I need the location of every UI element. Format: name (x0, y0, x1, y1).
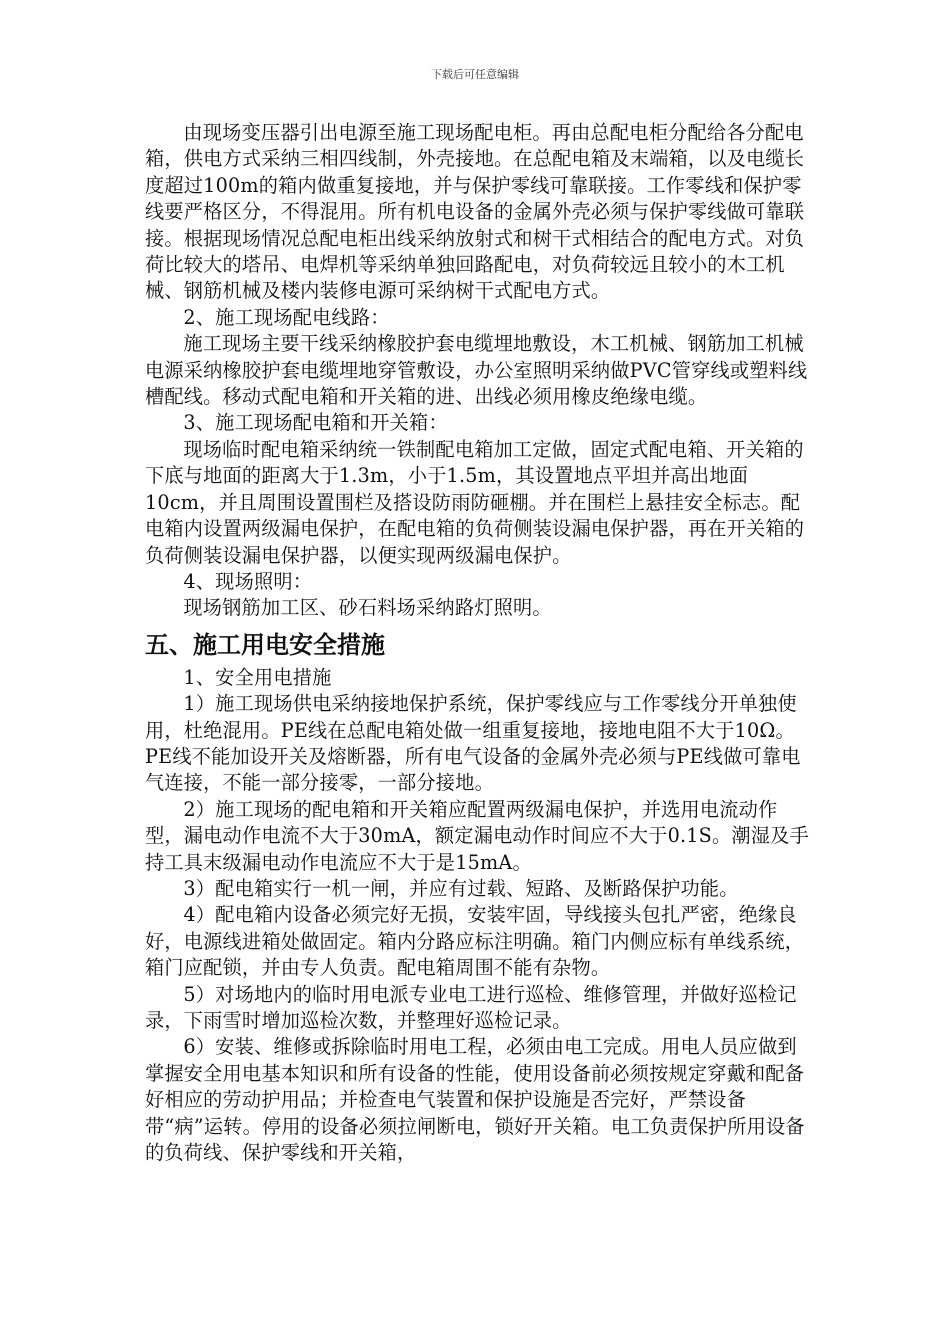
paragraph-item-3: 3）配电箱实行一机一闸，并应有过载、短路、及断路保护功能。 (183, 876, 739, 900)
section-heading: 五、施工用电安全措施 (145, 630, 385, 659)
paragraph-distribution-lines: 施工现场主要干线采纳橡胶护套电缆埋地敷设，木工机械、钢筋加工机械电源采纳橡胶护套电缆埋地穿管敷设，办公室照明采纳做PVC管穿线或塑料线槽配线。移动式配电箱和开关箱的进、出线必须用橡皮绝缘电缆。 (145, 332, 808, 409)
subheading-site-lighting: 4、现场照明： (183, 569, 313, 593)
paragraph-item-6: 6）安装、维修或拆除临时用电工程，必须由电工完成。用电人员应做到掌握安全用电基本知识和所有设备的性能，使用设备前必须按规定穿戴和配备好相应的劳动护用品；并检查电气装置和保护设施是否完好，严禁设备带“病”运转。停用的设备必须拉闸断电，锁好开关箱。电工负责保护所用设备的负荷线、保护零线和开关箱， (145, 1035, 805, 1165)
paragraph-distribution-boxes: 现场临时配电箱采纳统一铁制配电箱加工定做，固定式配电箱、开关箱的下底与地面的距离大于1.3m，小于1.5m，其设置地点平坦并高出地面10cm，并且周围设置围栏及搭设防雨防砸棚。并在围栏上悬挂安全标志。配电箱内设置两级漏电保护，在配电箱的负荷侧装设漏电保护器，再在开关箱的负荷侧装设漏电保护器，以便实现两级漏电保护。 (145, 437, 805, 567)
subheading-distribution-boxes: 3、施工现场配电箱和开关箱： (183, 411, 448, 435)
paragraph-power-source: 由现场变压器引出电源至施工现场配电柜。再由总配电柜分配给各分配电箱，供电方式采纳三相四线制，外壳接地。在总配电箱及末端箱，以及电缆长度超过100m的箱内做重复接地，并与保护零线可靠联接。工作零线和保护零线要严格区分，不得混用。所有机电设备的金属外壳必须与保护零线做可靠联接。根据现场情况总配电柜出线采纳放射式和树干式相结合的配电方式。对负荷比较大的塔吊、电焊机等采纳单独回路配电，对负荷较远且较小的木工机械、钢筋机械及楼内装修电源可采纳树干式配电方式。 (145, 121, 805, 303)
document-body (145, 120, 811, 1166)
paragraph-item-5: 5）对场地内的临时用电派专业电工进行巡检、维修管理，并做好巡检记录，下雨雪时增加巡检次数，并整理好巡检记录。 (145, 982, 797, 1032)
subheading-safety-measures: 1、安全用电措施 (183, 665, 332, 689)
subheading-distribution-lines: 2、施工现场配电线路： (183, 305, 390, 329)
paragraph-item-4: 4）配电箱内设备必须完好无损，安装牢固，导线接头包扎严密，绝缘良好，电源线进箱处做固定。箱内分路应标注明确。箱门内侧应标有单线系统，箱门应配锁，并由专人负责。配电箱周围不能有杂物。 (145, 903, 805, 980)
paragraph-site-lighting: 现场钢筋加工区、砂石料场采纳路灯照明。 (183, 596, 552, 620)
paragraph-item-2: 2）施工现场的配电箱和开关箱应配置两级漏电保护，并选用电流动作型，漏电动作电流不大于30mA，额定漏电动作时间应不大于0.1S。潮湿及手持工具末级漏电动作电流应不大于是15mA。 (145, 797, 809, 874)
page-header: 下载后可任意编辑 (431, 68, 519, 81)
paragraph-item-1: 1）施工现场供电采纳接地保护系统，保护零线应与工作零线分开单独使用，杜绝混用。PE线在总配电箱处做一组重复接地，接地电阻不大于10Ω。PE线不能加设开关及熔断器，所有电气设备的金属外壳必须与PE线做可靠电气连接，不能一部分接零，一部分接地。 (145, 692, 801, 795)
